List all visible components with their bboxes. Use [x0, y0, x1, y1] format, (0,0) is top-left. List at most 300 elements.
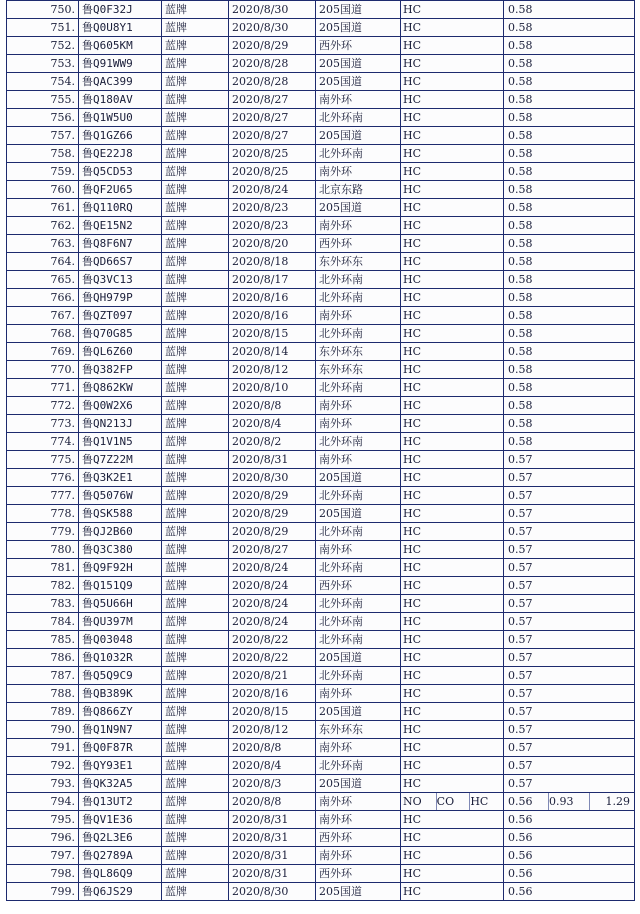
detection-date-cell: 2020/8/31 — [229, 451, 316, 469]
plate-color-cell: 蓝牌 — [162, 235, 229, 253]
detection-date-cell: 2020/8/30 — [229, 469, 316, 487]
road-name-cell: 南外环 — [316, 847, 401, 865]
pollutant-type-item: NO — [403, 793, 437, 810]
plate-number-cell: 鲁Q5CD53 — [79, 163, 162, 181]
pollutant-type-cell: HC — [401, 199, 504, 217]
pollutant-type-cell — [401, 793, 504, 811]
row-number-cell: 766. — [7, 289, 79, 307]
table-row — [7, 811, 635, 829]
pollutant-type-cell: HC — [401, 703, 504, 721]
table-row — [7, 181, 635, 199]
plate-number-cell: 鲁QH979P — [79, 289, 162, 307]
road-name-cell: 西外环 — [316, 865, 401, 883]
plate-number-cell: 鲁QE15N2 — [79, 217, 162, 235]
plate-number-cell: 鲁QAC399 — [79, 73, 162, 91]
plate-color-cell: 蓝牌 — [162, 541, 229, 559]
pollutant-type-cell: HC — [401, 19, 504, 37]
road-name-cell: 205国道 — [316, 775, 401, 793]
table-row — [7, 883, 635, 901]
plate-number-cell: 鲁QL86Q9 — [79, 865, 162, 883]
table-row — [7, 829, 635, 847]
pollutant-type-cell: HC — [401, 757, 504, 775]
table-row — [7, 613, 635, 631]
detection-date-cell: 2020/8/17 — [229, 271, 316, 289]
pollutant-type-cell: HC — [401, 217, 504, 235]
road-name-cell: 南外环 — [316, 451, 401, 469]
plate-number-cell: 鲁Q382FP — [79, 361, 162, 379]
plate-number-cell: 鲁Q1N9N7 — [79, 721, 162, 739]
row-number-cell: 796. — [7, 829, 79, 847]
measured-value-cell: 0.58 — [504, 109, 635, 127]
detection-date-cell: 2020/8/28 — [229, 73, 316, 91]
plate-number-cell: 鲁Q0W2X6 — [79, 397, 162, 415]
plate-color-cell: 蓝牌 — [162, 775, 229, 793]
table-row — [7, 541, 635, 559]
pollutant-type-cell: HC — [401, 109, 504, 127]
pollutant-type-cell: HC — [401, 829, 504, 847]
detection-date-cell: 2020/8/29 — [229, 37, 316, 55]
road-name-cell: 205国道 — [316, 199, 401, 217]
road-name-cell: 205国道 — [316, 127, 401, 145]
detection-date-cell: 2020/8/3 — [229, 775, 316, 793]
plate-color-cell: 蓝牌 — [162, 199, 229, 217]
measured-value-cell: 0.57 — [504, 775, 635, 793]
measured-value-cell: 0.58 — [504, 199, 635, 217]
pollutant-type-cell: HC — [401, 415, 504, 433]
plate-number-cell: 鲁Q8F6N7 — [79, 235, 162, 253]
plate-number-cell: 鲁QV1E36 — [79, 811, 162, 829]
pollutant-type-cell: HC — [401, 865, 504, 883]
plate-color-cell: 蓝牌 — [162, 487, 229, 505]
measured-value-cell: 0.56 — [504, 811, 635, 829]
road-name-cell: 南外环 — [316, 397, 401, 415]
road-name-cell: 北外环南 — [316, 613, 401, 631]
measured-value-cell: 0.58 — [504, 181, 635, 199]
measured-value-cell: 0.58 — [504, 1, 635, 19]
table-row — [7, 271, 635, 289]
road-name-cell: 东外环东 — [316, 721, 401, 739]
row-number-cell: 776. — [7, 469, 79, 487]
detection-date-cell: 2020/8/10 — [229, 379, 316, 397]
pollutant-type-cell: HC — [401, 595, 504, 613]
row-number-cell: 752. — [7, 37, 79, 55]
plate-color-cell: 蓝牌 — [162, 307, 229, 325]
plate-number-cell: 鲁QJ2B60 — [79, 523, 162, 541]
detection-date-cell: 2020/8/4 — [229, 415, 316, 433]
measured-value-cell: 0.57 — [504, 631, 635, 649]
row-number-cell: 780. — [7, 541, 79, 559]
plate-color-cell: 蓝牌 — [162, 19, 229, 37]
row-number-cell: 767. — [7, 307, 79, 325]
row-number-cell: 754. — [7, 73, 79, 91]
road-name-cell: 北外环南 — [316, 379, 401, 397]
plate-color-cell: 蓝牌 — [162, 865, 229, 883]
table-row — [7, 325, 635, 343]
road-name-cell: 北外环南 — [316, 559, 401, 577]
measured-value-cell: 0.58 — [504, 73, 635, 91]
measured-value-cell: 0.58 — [504, 91, 635, 109]
table-row — [7, 1, 635, 19]
road-name-cell: 北京东路 — [316, 181, 401, 199]
pollutant-type-cell: HC — [401, 649, 504, 667]
measured-value-cell: 0.57 — [504, 685, 635, 703]
row-number-cell: 759. — [7, 163, 79, 181]
pollutant-type-cell: HC — [401, 181, 504, 199]
plate-number-cell: 鲁QU397M — [79, 613, 162, 631]
plate-color-cell: 蓝牌 — [162, 253, 229, 271]
road-name-cell: 北外环南 — [316, 667, 401, 685]
plate-number-cell: 鲁Q70G85 — [79, 325, 162, 343]
pollutant-type-cell: HC — [401, 523, 504, 541]
detection-date-cell: 2020/8/16 — [229, 289, 316, 307]
plate-color-cell: 蓝牌 — [162, 109, 229, 127]
row-number-cell: 757. — [7, 127, 79, 145]
measured-value-cell: 0.58 — [504, 433, 635, 451]
plate-color-cell: 蓝牌 — [162, 739, 229, 757]
pollutant-type-item: HC — [470, 795, 489, 808]
plate-number-cell: 鲁Q3K2E1 — [79, 469, 162, 487]
table-row — [7, 379, 635, 397]
table-row — [7, 703, 635, 721]
pollutant-type-cell: HC — [401, 343, 504, 361]
table-row — [7, 721, 635, 739]
plate-color-cell: 蓝牌 — [162, 667, 229, 685]
measured-value-cell: 0.58 — [504, 307, 635, 325]
pollutant-type-cell: HC — [401, 775, 504, 793]
row-number-cell: 779. — [7, 523, 79, 541]
table-row — [7, 199, 635, 217]
plate-number-cell: 鲁QN213J — [79, 415, 162, 433]
table-row — [7, 775, 635, 793]
table-row — [7, 145, 635, 163]
detection-date-cell: 2020/8/31 — [229, 865, 316, 883]
pollutant-type-cell: HC — [401, 469, 504, 487]
detection-date-cell: 2020/8/8 — [229, 739, 316, 757]
row-number-cell: 795. — [7, 811, 79, 829]
plate-color-cell: 蓝牌 — [162, 397, 229, 415]
plate-color-cell: 蓝牌 — [162, 577, 229, 595]
table-row — [7, 523, 635, 541]
pollutant-type-cell: HC — [401, 613, 504, 631]
plate-color-cell: 蓝牌 — [162, 181, 229, 199]
detection-date-cell: 2020/8/29 — [229, 487, 316, 505]
row-number-cell: 771. — [7, 379, 79, 397]
road-name-cell: 205国道 — [316, 73, 401, 91]
pollutant-type-cell: HC — [401, 127, 504, 145]
plate-color-cell: 蓝牌 — [162, 559, 229, 577]
table-body — [7, 1, 635, 901]
road-name-cell: 西外环 — [316, 235, 401, 253]
measured-value-cell: 0.57 — [504, 487, 635, 505]
plate-number-cell: 鲁QK32A5 — [79, 775, 162, 793]
pollutant-type-cell: HC — [401, 739, 504, 757]
plate-color-cell: 蓝牌 — [162, 811, 229, 829]
plate-number-cell: 鲁QB389K — [79, 685, 162, 703]
table-row — [7, 865, 635, 883]
table-row — [7, 415, 635, 433]
row-number-cell: 768. — [7, 325, 79, 343]
table-row — [7, 793, 635, 811]
measured-value-cell — [504, 793, 635, 811]
row-number-cell: 777. — [7, 487, 79, 505]
pollutant-type-cell: HC — [401, 577, 504, 595]
plate-color-cell: 蓝牌 — [162, 271, 229, 289]
table-row — [7, 685, 635, 703]
row-number-cell: 797. — [7, 847, 79, 865]
pollutant-type-cell: HC — [401, 253, 504, 271]
row-number-cell: 775. — [7, 451, 79, 469]
road-name-cell: 北外环南 — [316, 757, 401, 775]
plate-color-cell: 蓝牌 — [162, 325, 229, 343]
detection-date-cell: 2020/8/30 — [229, 1, 316, 19]
row-number-cell: 798. — [7, 865, 79, 883]
detection-date-cell: 2020/8/25 — [229, 145, 316, 163]
plate-color-cell: 蓝牌 — [162, 469, 229, 487]
plate-number-cell: 鲁Q0F87R — [79, 739, 162, 757]
plate-number-cell: 鲁QZT097 — [79, 307, 162, 325]
plate-number-cell: 鲁Q605KM — [79, 37, 162, 55]
pollutant-type-cell: HC — [401, 631, 504, 649]
plate-color-cell: 蓝牌 — [162, 55, 229, 73]
measured-value-cell: 0.58 — [504, 343, 635, 361]
table-row — [7, 289, 635, 307]
row-number-cell: 786. — [7, 649, 79, 667]
plate-color-cell: 蓝牌 — [162, 37, 229, 55]
plate-number-cell: 鲁Q866ZY — [79, 703, 162, 721]
detection-date-cell: 2020/8/12 — [229, 361, 316, 379]
measured-value-item: 0.56 — [508, 793, 549, 810]
row-number-cell: 765. — [7, 271, 79, 289]
road-name-cell: 北外环南 — [316, 289, 401, 307]
plate-color-cell: 蓝牌 — [162, 415, 229, 433]
detection-date-cell: 2020/8/28 — [229, 55, 316, 73]
measured-value-cell: 0.57 — [504, 559, 635, 577]
pollutant-type-cell: HC — [401, 685, 504, 703]
plate-color-cell: 蓝牌 — [162, 163, 229, 181]
table-row — [7, 667, 635, 685]
pollutant-type-group — [403, 793, 503, 810]
table-row — [7, 19, 635, 37]
plate-number-cell: 鲁Q1W5U0 — [79, 109, 162, 127]
row-number-cell: 770. — [7, 361, 79, 379]
table-row — [7, 73, 635, 91]
table-row — [7, 163, 635, 181]
measured-value-cell: 0.57 — [504, 739, 635, 757]
pollutant-type-cell: HC — [401, 145, 504, 163]
road-name-cell: 南外环 — [316, 415, 401, 433]
plate-color-cell: 蓝牌 — [162, 613, 229, 631]
row-number-cell: 773. — [7, 415, 79, 433]
plate-color-cell: 蓝牌 — [162, 433, 229, 451]
plate-color-cell: 蓝牌 — [162, 631, 229, 649]
road-name-cell: 205国道 — [316, 505, 401, 523]
pollutant-type-cell: HC — [401, 271, 504, 289]
plate-color-cell: 蓝牌 — [162, 379, 229, 397]
measured-value-cell: 0.56 — [504, 829, 635, 847]
measured-value-cell: 0.57 — [504, 451, 635, 469]
plate-number-cell: 鲁QF2U65 — [79, 181, 162, 199]
road-name-cell: 南外环 — [316, 163, 401, 181]
measured-value-cell: 0.58 — [504, 325, 635, 343]
measured-value-cell: 0.57 — [504, 577, 635, 595]
plate-color-cell: 蓝牌 — [162, 145, 229, 163]
table-row — [7, 739, 635, 757]
detection-date-cell: 2020/8/16 — [229, 307, 316, 325]
plate-number-cell: 鲁Q0F32J — [79, 1, 162, 19]
detection-date-cell: 2020/8/22 — [229, 631, 316, 649]
detection-date-cell: 2020/8/27 — [229, 109, 316, 127]
plate-number-cell: 鲁QE22J8 — [79, 145, 162, 163]
row-number-cell: 750. — [7, 1, 79, 19]
plate-number-cell: 鲁Q2L3E6 — [79, 829, 162, 847]
table-row — [7, 847, 635, 865]
plate-number-cell: 鲁QY93E1 — [79, 757, 162, 775]
row-number-cell: 764. — [7, 253, 79, 271]
detection-date-cell: 2020/8/24 — [229, 613, 316, 631]
measured-value-group — [508, 793, 634, 810]
measured-value-cell: 0.57 — [504, 721, 635, 739]
plate-number-cell: 鲁Q1032R — [79, 649, 162, 667]
table-row — [7, 649, 635, 667]
plate-color-cell: 蓝牌 — [162, 1, 229, 19]
plate-color-cell: 蓝牌 — [162, 793, 229, 811]
plate-number-cell: 鲁Q13UT2 — [79, 793, 162, 811]
road-name-cell: 南外环 — [316, 217, 401, 235]
measured-value-cell: 0.58 — [504, 217, 635, 235]
table-row — [7, 127, 635, 145]
road-name-cell: 北外环南 — [316, 487, 401, 505]
plate-color-cell: 蓝牌 — [162, 757, 229, 775]
plate-color-cell: 蓝牌 — [162, 451, 229, 469]
row-number-cell: 774. — [7, 433, 79, 451]
road-name-cell: 205国道 — [316, 19, 401, 37]
plate-number-cell: 鲁QL6Z60 — [79, 343, 162, 361]
plate-number-cell: 鲁Q91WW9 — [79, 55, 162, 73]
measured-value-item: 1.29 — [605, 795, 630, 808]
table-row — [7, 55, 635, 73]
measured-value-cell: 0.57 — [504, 667, 635, 685]
road-name-cell: 南外环 — [316, 811, 401, 829]
table-row — [7, 217, 635, 235]
plate-color-cell: 蓝牌 — [162, 73, 229, 91]
table-row — [7, 361, 635, 379]
plate-number-cell: 鲁Q2789A — [79, 847, 162, 865]
pollutant-type-cell: HC — [401, 379, 504, 397]
detection-date-cell: 2020/8/18 — [229, 253, 316, 271]
measured-value-cell: 0.56 — [504, 883, 635, 901]
plate-color-cell: 蓝牌 — [162, 847, 229, 865]
table-row — [7, 631, 635, 649]
row-number-cell: 753. — [7, 55, 79, 73]
pollutant-type-cell: HC — [401, 235, 504, 253]
table-row — [7, 469, 635, 487]
road-name-cell: 205国道 — [316, 649, 401, 667]
row-number-cell: 783. — [7, 595, 79, 613]
plate-number-cell: 鲁Q6JS29 — [79, 883, 162, 901]
detection-date-cell: 2020/8/31 — [229, 847, 316, 865]
plate-color-cell: 蓝牌 — [162, 505, 229, 523]
measured-value-cell: 0.58 — [504, 19, 635, 37]
measured-value-cell: 0.57 — [504, 505, 635, 523]
detection-date-cell: 2020/8/4 — [229, 757, 316, 775]
plate-number-cell: 鲁Q5U66H — [79, 595, 162, 613]
table-row — [7, 757, 635, 775]
measured-value-cell: 0.57 — [504, 541, 635, 559]
plate-color-cell: 蓝牌 — [162, 343, 229, 361]
measured-value-cell: 0.57 — [504, 523, 635, 541]
road-name-cell: 东外环东 — [316, 253, 401, 271]
measured-value-cell: 0.56 — [504, 847, 635, 865]
measured-value-cell: 0.58 — [504, 235, 635, 253]
measured-value-cell: 0.58 — [504, 55, 635, 73]
table-row — [7, 487, 635, 505]
plate-color-cell: 蓝牌 — [162, 685, 229, 703]
pollutant-type-cell: HC — [401, 163, 504, 181]
road-name-cell: 西外环 — [316, 37, 401, 55]
table-row — [7, 397, 635, 415]
plate-color-cell: 蓝牌 — [162, 217, 229, 235]
table-row — [7, 109, 635, 127]
road-name-cell: 南外环 — [316, 685, 401, 703]
road-name-cell: 南外环 — [316, 91, 401, 109]
road-name-cell: 北外环南 — [316, 595, 401, 613]
row-number-cell: 782. — [7, 577, 79, 595]
plate-color-cell: 蓝牌 — [162, 595, 229, 613]
road-name-cell: 北外环南 — [316, 109, 401, 127]
pollutant-type-cell: HC — [401, 55, 504, 73]
plate-color-cell: 蓝牌 — [162, 523, 229, 541]
measured-value-cell: 0.58 — [504, 163, 635, 181]
row-number-cell: 756. — [7, 109, 79, 127]
table-row — [7, 559, 635, 577]
measured-value-cell: 0.58 — [504, 127, 635, 145]
table-row — [7, 343, 635, 361]
row-number-cell: 788. — [7, 685, 79, 703]
detection-date-cell: 2020/8/29 — [229, 523, 316, 541]
detection-date-cell: 2020/8/12 — [229, 721, 316, 739]
road-name-cell: 205国道 — [316, 469, 401, 487]
road-name-cell: 北外环南 — [316, 325, 401, 343]
road-name-cell: 北外环南 — [316, 631, 401, 649]
plate-color-cell: 蓝牌 — [162, 721, 229, 739]
detection-date-cell: 2020/8/29 — [229, 505, 316, 523]
road-name-cell: 北外环南 — [316, 433, 401, 451]
row-number-cell: 769. — [7, 343, 79, 361]
plate-number-cell: 鲁Q3VC13 — [79, 271, 162, 289]
road-name-cell: 南外环 — [316, 541, 401, 559]
detection-date-cell: 2020/8/23 — [229, 217, 316, 235]
pollutant-type-cell: HC — [401, 73, 504, 91]
violation-table — [6, 0, 635, 901]
detection-date-cell: 2020/8/22 — [229, 649, 316, 667]
plate-number-cell: 鲁Q3C380 — [79, 541, 162, 559]
pollutant-type-cell: HC — [401, 883, 504, 901]
plate-color-cell: 蓝牌 — [162, 649, 229, 667]
road-name-cell: 北外环南 — [316, 145, 401, 163]
pollutant-type-cell: HC — [401, 91, 504, 109]
pollutant-type-cell: HC — [401, 559, 504, 577]
row-number-cell: 792. — [7, 757, 79, 775]
measured-value-cell: 0.57 — [504, 649, 635, 667]
pollutant-type-cell: HC — [401, 289, 504, 307]
plate-number-cell: 鲁Q03048 — [79, 631, 162, 649]
row-number-cell: 763. — [7, 235, 79, 253]
detection-date-cell: 2020/8/25 — [229, 163, 316, 181]
detection-date-cell: 2020/8/30 — [229, 19, 316, 37]
table-row — [7, 577, 635, 595]
measured-value-cell: 0.57 — [504, 613, 635, 631]
pollutant-type-cell: HC — [401, 505, 504, 523]
